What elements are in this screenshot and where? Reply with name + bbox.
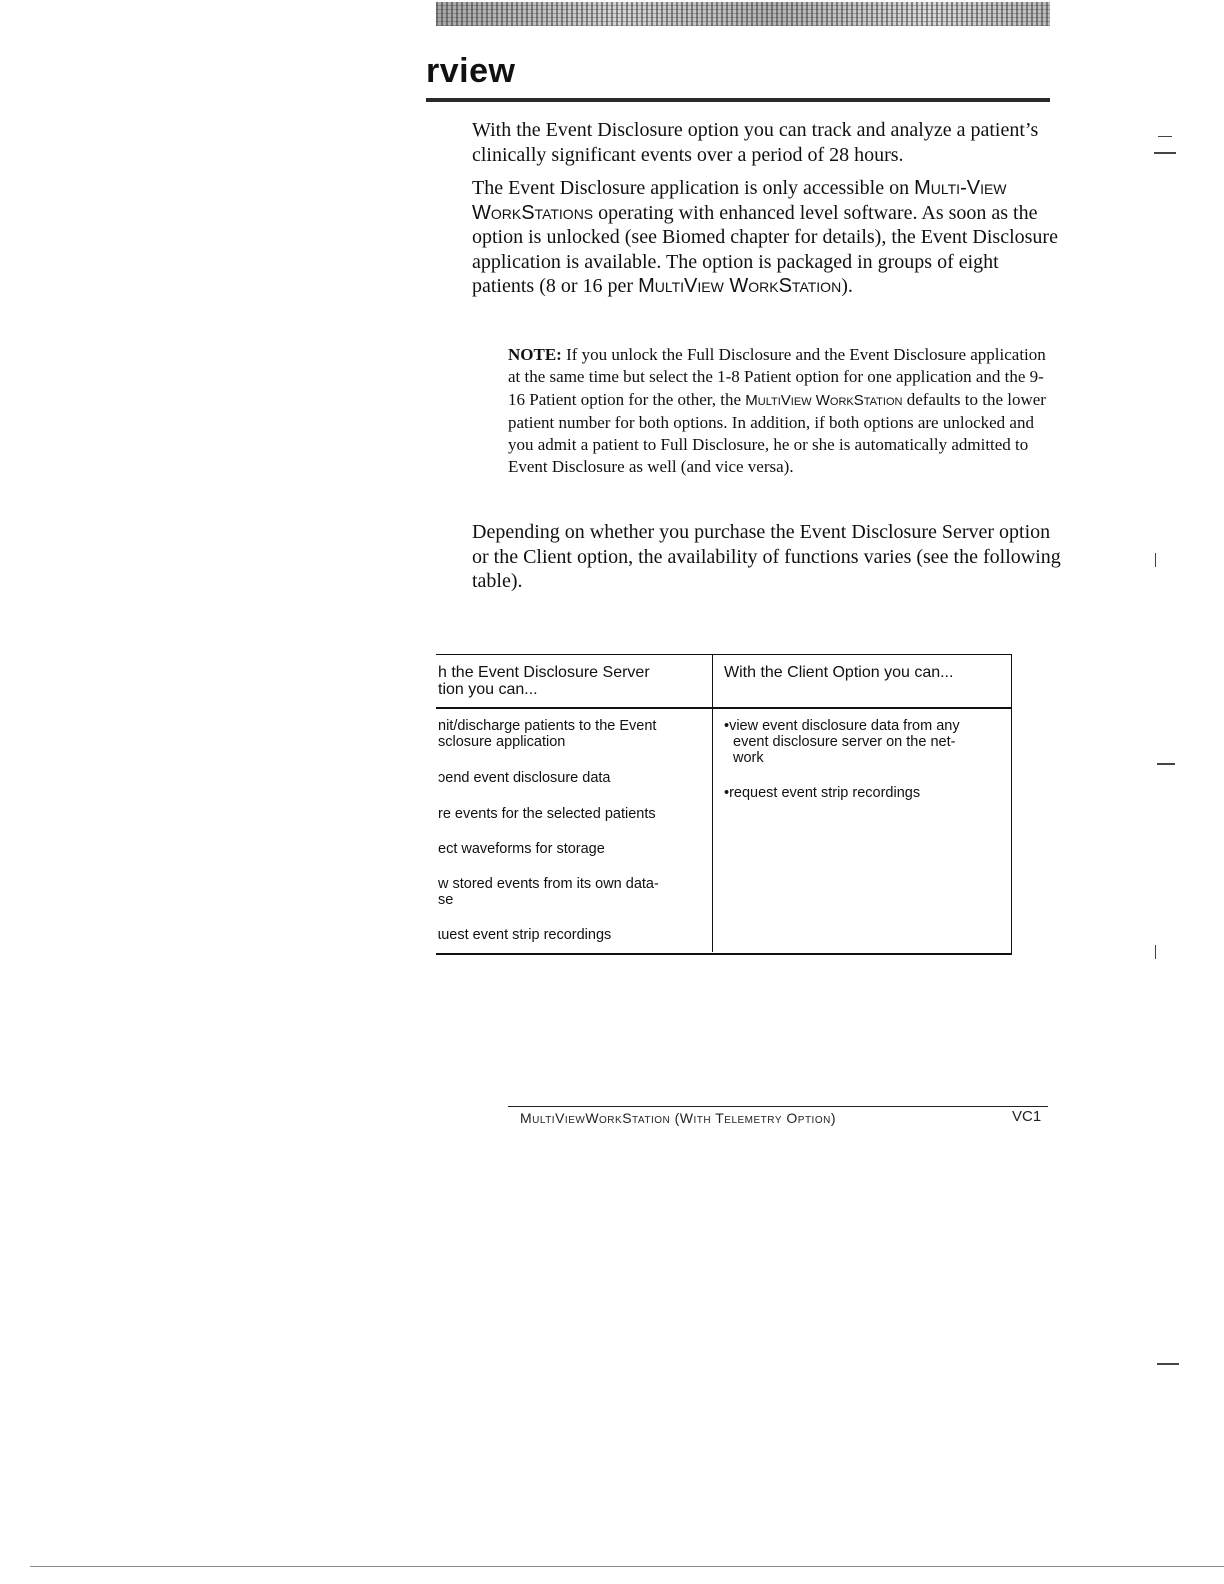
product-name: Multi-View WorkStations	[472, 177, 1007, 224]
margin-mark	[1157, 763, 1175, 765]
table-row	[724, 718, 960, 766]
cell-line: •view event disclosure data from any	[724, 718, 960, 734]
options-paragraph: Depending on whether you purchase the Event Disclosure Server option or the Client option, the availability of functions varies (see the following table).	[472, 521, 1061, 592]
header-band	[436, 2, 1050, 26]
cell-line: ɩuest event strip recordings	[438, 927, 612, 943]
header-line: With the Client Option you can...	[724, 664, 954, 681]
table-row	[438, 770, 611, 786]
heading-rule	[426, 98, 1050, 102]
product-name: MultiView WorkStation	[638, 275, 842, 297]
access-text-b: operating with enhanced level software. As soon as the option is unlocked (see Biomed chapter for details), the Event Disclosure application is available. The option is packaged in groups of eight patients (8 or 16 per	[472, 201, 1058, 297]
table-row	[724, 785, 920, 801]
cell-line: w stored events from its own data-	[438, 876, 659, 892]
cell-line: work	[733, 750, 764, 766]
access-paragraph	[472, 176, 1062, 299]
note-block	[508, 344, 1053, 479]
note-text-b: defaults to the lower patient number for both options. In addition, if both options are unlocked and you admit a patient to Full Disclosure, he or she is automatically admitted to Event Disclosure as well (and vice versa).	[508, 389, 1046, 477]
footer-title: MultiViewWorkStation (With Telemetry Option)	[520, 1110, 836, 1126]
access-text-c: ).	[841, 275, 853, 297]
cell-line: ɔend event disclosure data	[438, 770, 611, 786]
table-row	[438, 876, 659, 908]
page-number: VC1	[1012, 1108, 1042, 1125]
cell-line: sclosure application	[438, 734, 566, 750]
table-row	[438, 927, 611, 943]
cell-line: se	[438, 892, 454, 908]
intro-paragraph: With the Event Disclosure option you can track and analyze a patient’s clinically significant events over a period of 28 hours.	[472, 119, 1039, 166]
margin-mark	[1154, 152, 1176, 154]
cell-line: nit/discharge patients to the Event	[438, 718, 657, 734]
cell-line: •request event strip recordings	[724, 785, 921, 801]
margin-mark	[1155, 945, 1156, 959]
product-name: MultiView WorkStation	[745, 391, 903, 409]
cell-line: event disclosure server on the net-	[733, 734, 956, 750]
table-row	[438, 806, 656, 822]
note-text-a: If you unlock the Full Disclosure and the Event Disclosure application at the same time but select the 1-8 Patient option for one application and the 9-16 Patient option for the other, the	[508, 345, 1046, 409]
options-table	[436, 654, 1012, 955]
page-edge-line	[30, 1566, 1224, 1567]
margin-mark	[1158, 136, 1172, 137]
page-title: rview	[426, 52, 516, 90]
table-header-rule	[436, 707, 1012, 709]
header-line: h the Event Disclosure Server	[438, 664, 650, 681]
margin-mark	[1157, 1363, 1179, 1365]
table-header-server	[438, 664, 650, 698]
footer-rule	[508, 1106, 1048, 1107]
table-row	[438, 841, 605, 857]
table-column-divider	[712, 654, 713, 952]
header-line: tion you can...	[438, 681, 538, 698]
table-row	[438, 718, 656, 750]
cell-line: re events for the selected patients	[438, 806, 656, 822]
margin-mark	[1155, 553, 1156, 567]
cell-line: ect waveforms for storage	[438, 841, 605, 857]
access-text-a: The Event Disclosure application is only accessible on	[472, 177, 915, 199]
note-label: NOTE:	[508, 345, 562, 364]
table-header-client	[724, 664, 953, 681]
